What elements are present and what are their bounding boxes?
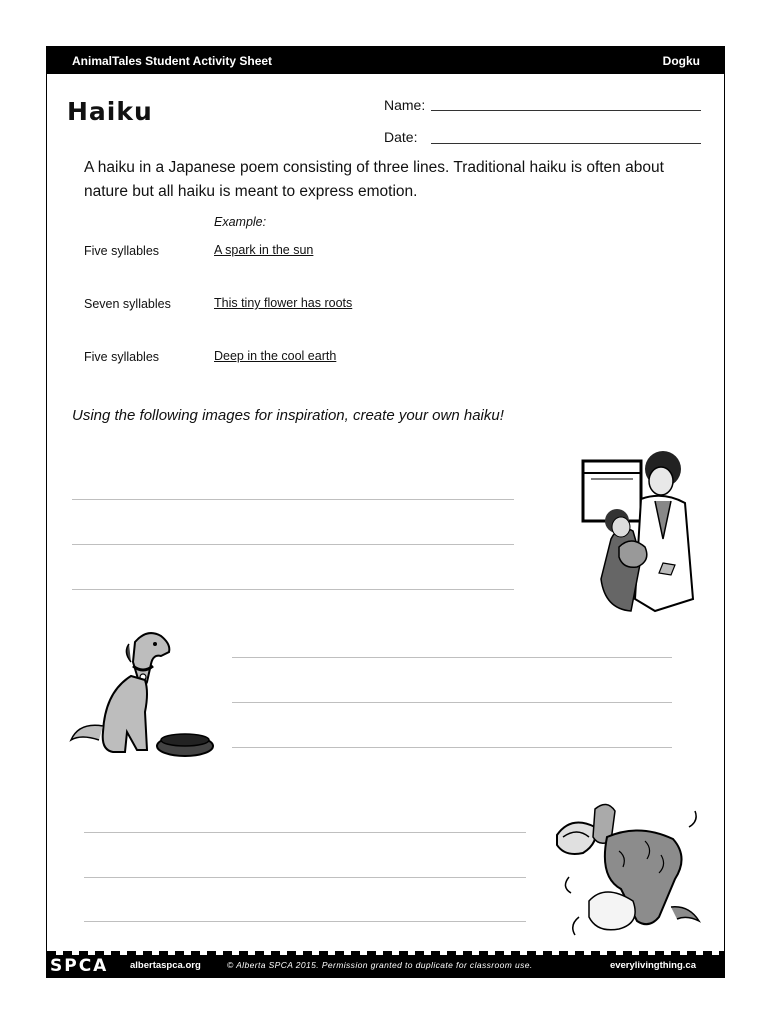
- instruction-text: Using the following images for inspiration, create your own haiku!: [72, 407, 504, 424]
- haiku-writing-line[interactable]: [84, 832, 526, 833]
- vet-with-girl-and-cat-illustration: [571, 439, 701, 614]
- syllable-label: Seven syllables: [84, 297, 171, 311]
- haiku-writing-line[interactable]: [232, 657, 672, 658]
- footer-bar: [47, 955, 724, 977]
- haiku-writing-line[interactable]: [72, 544, 514, 545]
- messy-dog-with-bath-illustration: [549, 797, 709, 947]
- name-label: Name:: [384, 97, 426, 113]
- name-field[interactable]: [431, 110, 701, 111]
- page-title: Haiku: [67, 97, 153, 126]
- haiku-writing-line[interactable]: [232, 702, 672, 703]
- haiku-writing-line[interactable]: [84, 921, 526, 922]
- example-line: Deep in the cool earth: [214, 349, 337, 363]
- dog-with-bowl-illustration: [65, 622, 220, 767]
- intro-paragraph: A haiku in a Japanese poem consisting of three lines. Traditional haiku is often about nature but all haiku is meant to express emotion.: [84, 159, 664, 200]
- example-label: Example:: [214, 215, 267, 229]
- sheet-series-title: AnimalTales Student Activity Sheet: [72, 54, 273, 68]
- haiku-writing-line[interactable]: [72, 589, 514, 590]
- example-line: This tiny flower has roots: [214, 296, 353, 310]
- footer-copyright: © Alberta SPCA 2015. Permission granted to duplicate for classroom use.: [227, 960, 533, 970]
- haiku-writing-line[interactable]: [72, 499, 514, 500]
- example-line: A spark in the sun: [214, 243, 314, 257]
- haiku-writing-line[interactable]: [84, 877, 526, 878]
- haiku-writing-line[interactable]: [232, 747, 672, 748]
- date-field[interactable]: [431, 143, 701, 144]
- footer-website-right[interactable]: everylivingthing.ca: [609, 960, 696, 971]
- header-bar: [47, 47, 724, 74]
- activity-sheet: [46, 46, 725, 978]
- sheet-topic: Dogku: [662, 54, 700, 68]
- spca-logo: SPCA: [50, 956, 109, 976]
- footer-website-left[interactable]: albertaspca.org: [130, 960, 201, 971]
- syllable-label: Five syllables: [84, 244, 160, 258]
- date-label: Date:: [384, 129, 418, 145]
- syllable-label: Five syllables: [84, 350, 160, 364]
